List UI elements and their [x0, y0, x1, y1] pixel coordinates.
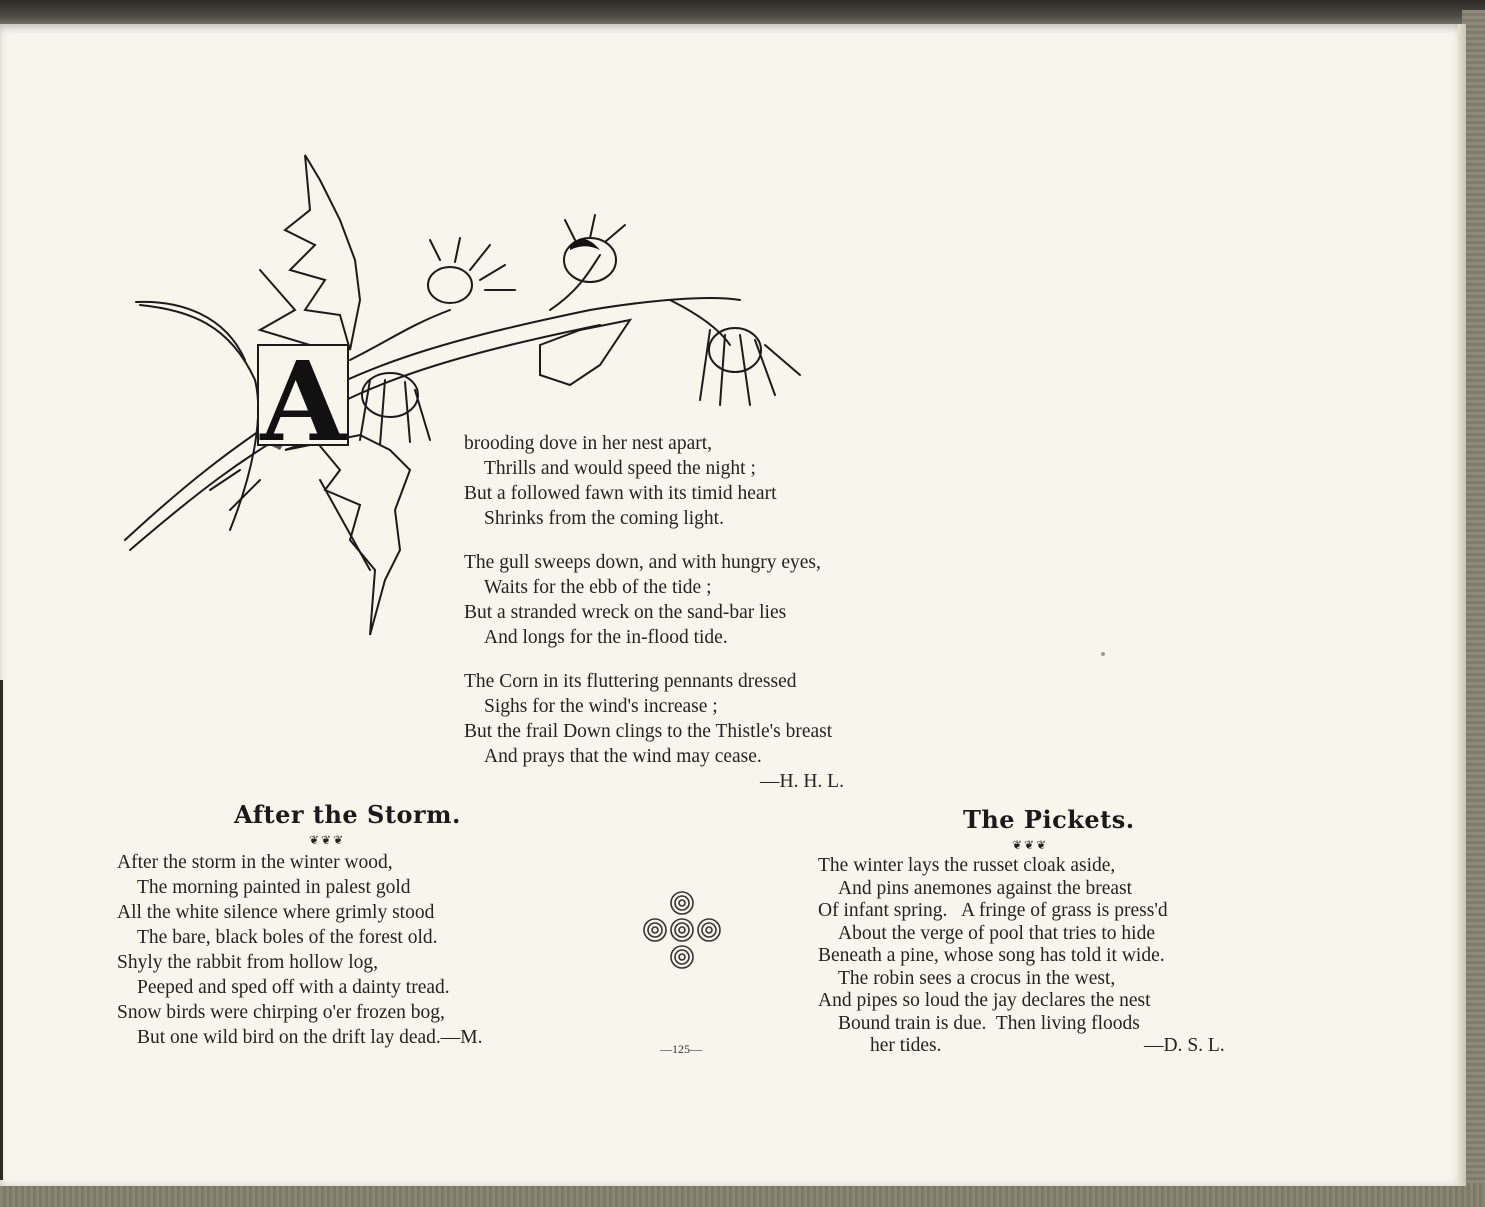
page-edge-shadow	[1458, 24, 1466, 1186]
poem-line: And pins anemones against the breast	[838, 877, 1133, 899]
poem-title-after-the-storm: After the Storm.	[234, 800, 461, 829]
poem-line: Sighs for the wind's increase ;	[484, 696, 718, 717]
poem-line: The winter lays the russet cloak aside,	[818, 855, 1116, 876]
poem-line: Thrills and would speed the night ;	[484, 458, 756, 479]
poem-line: The gull sweeps down, and with hungry eyes,	[464, 552, 821, 573]
poem-line: brooding dove in her nest apart,	[464, 433, 713, 454]
title-ornament: ❦❦❦	[309, 833, 346, 847]
poem-line: All the white silence where grimly stood	[117, 902, 435, 923]
poem-line: The robin sees a crocus in the west,	[838, 967, 1116, 989]
poem-line: But the frail Down clings to the Thistle's breast	[464, 721, 833, 742]
spiral-cross-ornament	[643, 891, 721, 969]
main-poem	[464, 431, 844, 794]
poem-line: Beneath a pine, whose song has told it wide.	[818, 945, 1165, 966]
poem-line-text: her tides.	[870, 1035, 942, 1056]
poem-line: But one wild bird on the drift lay dead.—M.	[137, 1027, 483, 1048]
page-number: —125—	[660, 1042, 702, 1056]
poem-line: Of infant spring. A fringe of grass is press'd	[818, 900, 1168, 921]
poem-line: But a followed fawn with its timid heart	[464, 483, 777, 504]
poem-line: Bound train is due. Then living floods	[838, 1012, 1140, 1034]
poem-title-the-pickets: The Pickets.	[963, 805, 1135, 834]
poem-line: Shyly the rabbit from hollow log,	[117, 952, 379, 973]
poem-line: Waits for the ebb of the tide ;	[484, 577, 712, 598]
spine-shadow	[0, 680, 3, 1180]
book-cover-bottom-edge	[0, 1183, 1485, 1207]
poem-line: Snow birds were chirping o'er frozen bog,	[117, 1002, 445, 1023]
after-the-storm-poem	[117, 850, 483, 1050]
poem-signature: —D. S. L.	[1144, 1035, 1225, 1056]
poem-line: Peeped and sped off with a dainty tread.	[137, 977, 450, 998]
the-pickets-poem	[818, 855, 1225, 1058]
poem-line: And longs for the in-flood tide.	[484, 627, 728, 648]
drop-cap-letter: A	[260, 337, 346, 466]
poem-line	[818, 1035, 1225, 1058]
poem-signature: —H. H. L.	[760, 771, 844, 792]
paper-speck	[1101, 652, 1105, 656]
poem-line: The bare, black boles of the forest old.	[137, 927, 438, 948]
book-cover-top-edge	[0, 0, 1485, 26]
poem-line: About the verge of pool that tries to hide	[838, 922, 1155, 944]
poem-line: The morning painted in palest gold	[137, 877, 411, 898]
poem-line: The Corn in its fluttering pennants dressed	[464, 671, 797, 692]
poem-line: And pipes so loud the jay declares the nest	[818, 990, 1151, 1011]
title-ornament: ❦❦❦	[1012, 838, 1049, 852]
poem-line: But a stranded wreck on the sand-bar lies	[464, 602, 787, 623]
poem-line: And prays that the wind may cease.	[484, 746, 762, 767]
poem-line: After the storm in the winter wood,	[117, 852, 393, 873]
poem-line: Shrinks from the coming light.	[484, 508, 724, 529]
